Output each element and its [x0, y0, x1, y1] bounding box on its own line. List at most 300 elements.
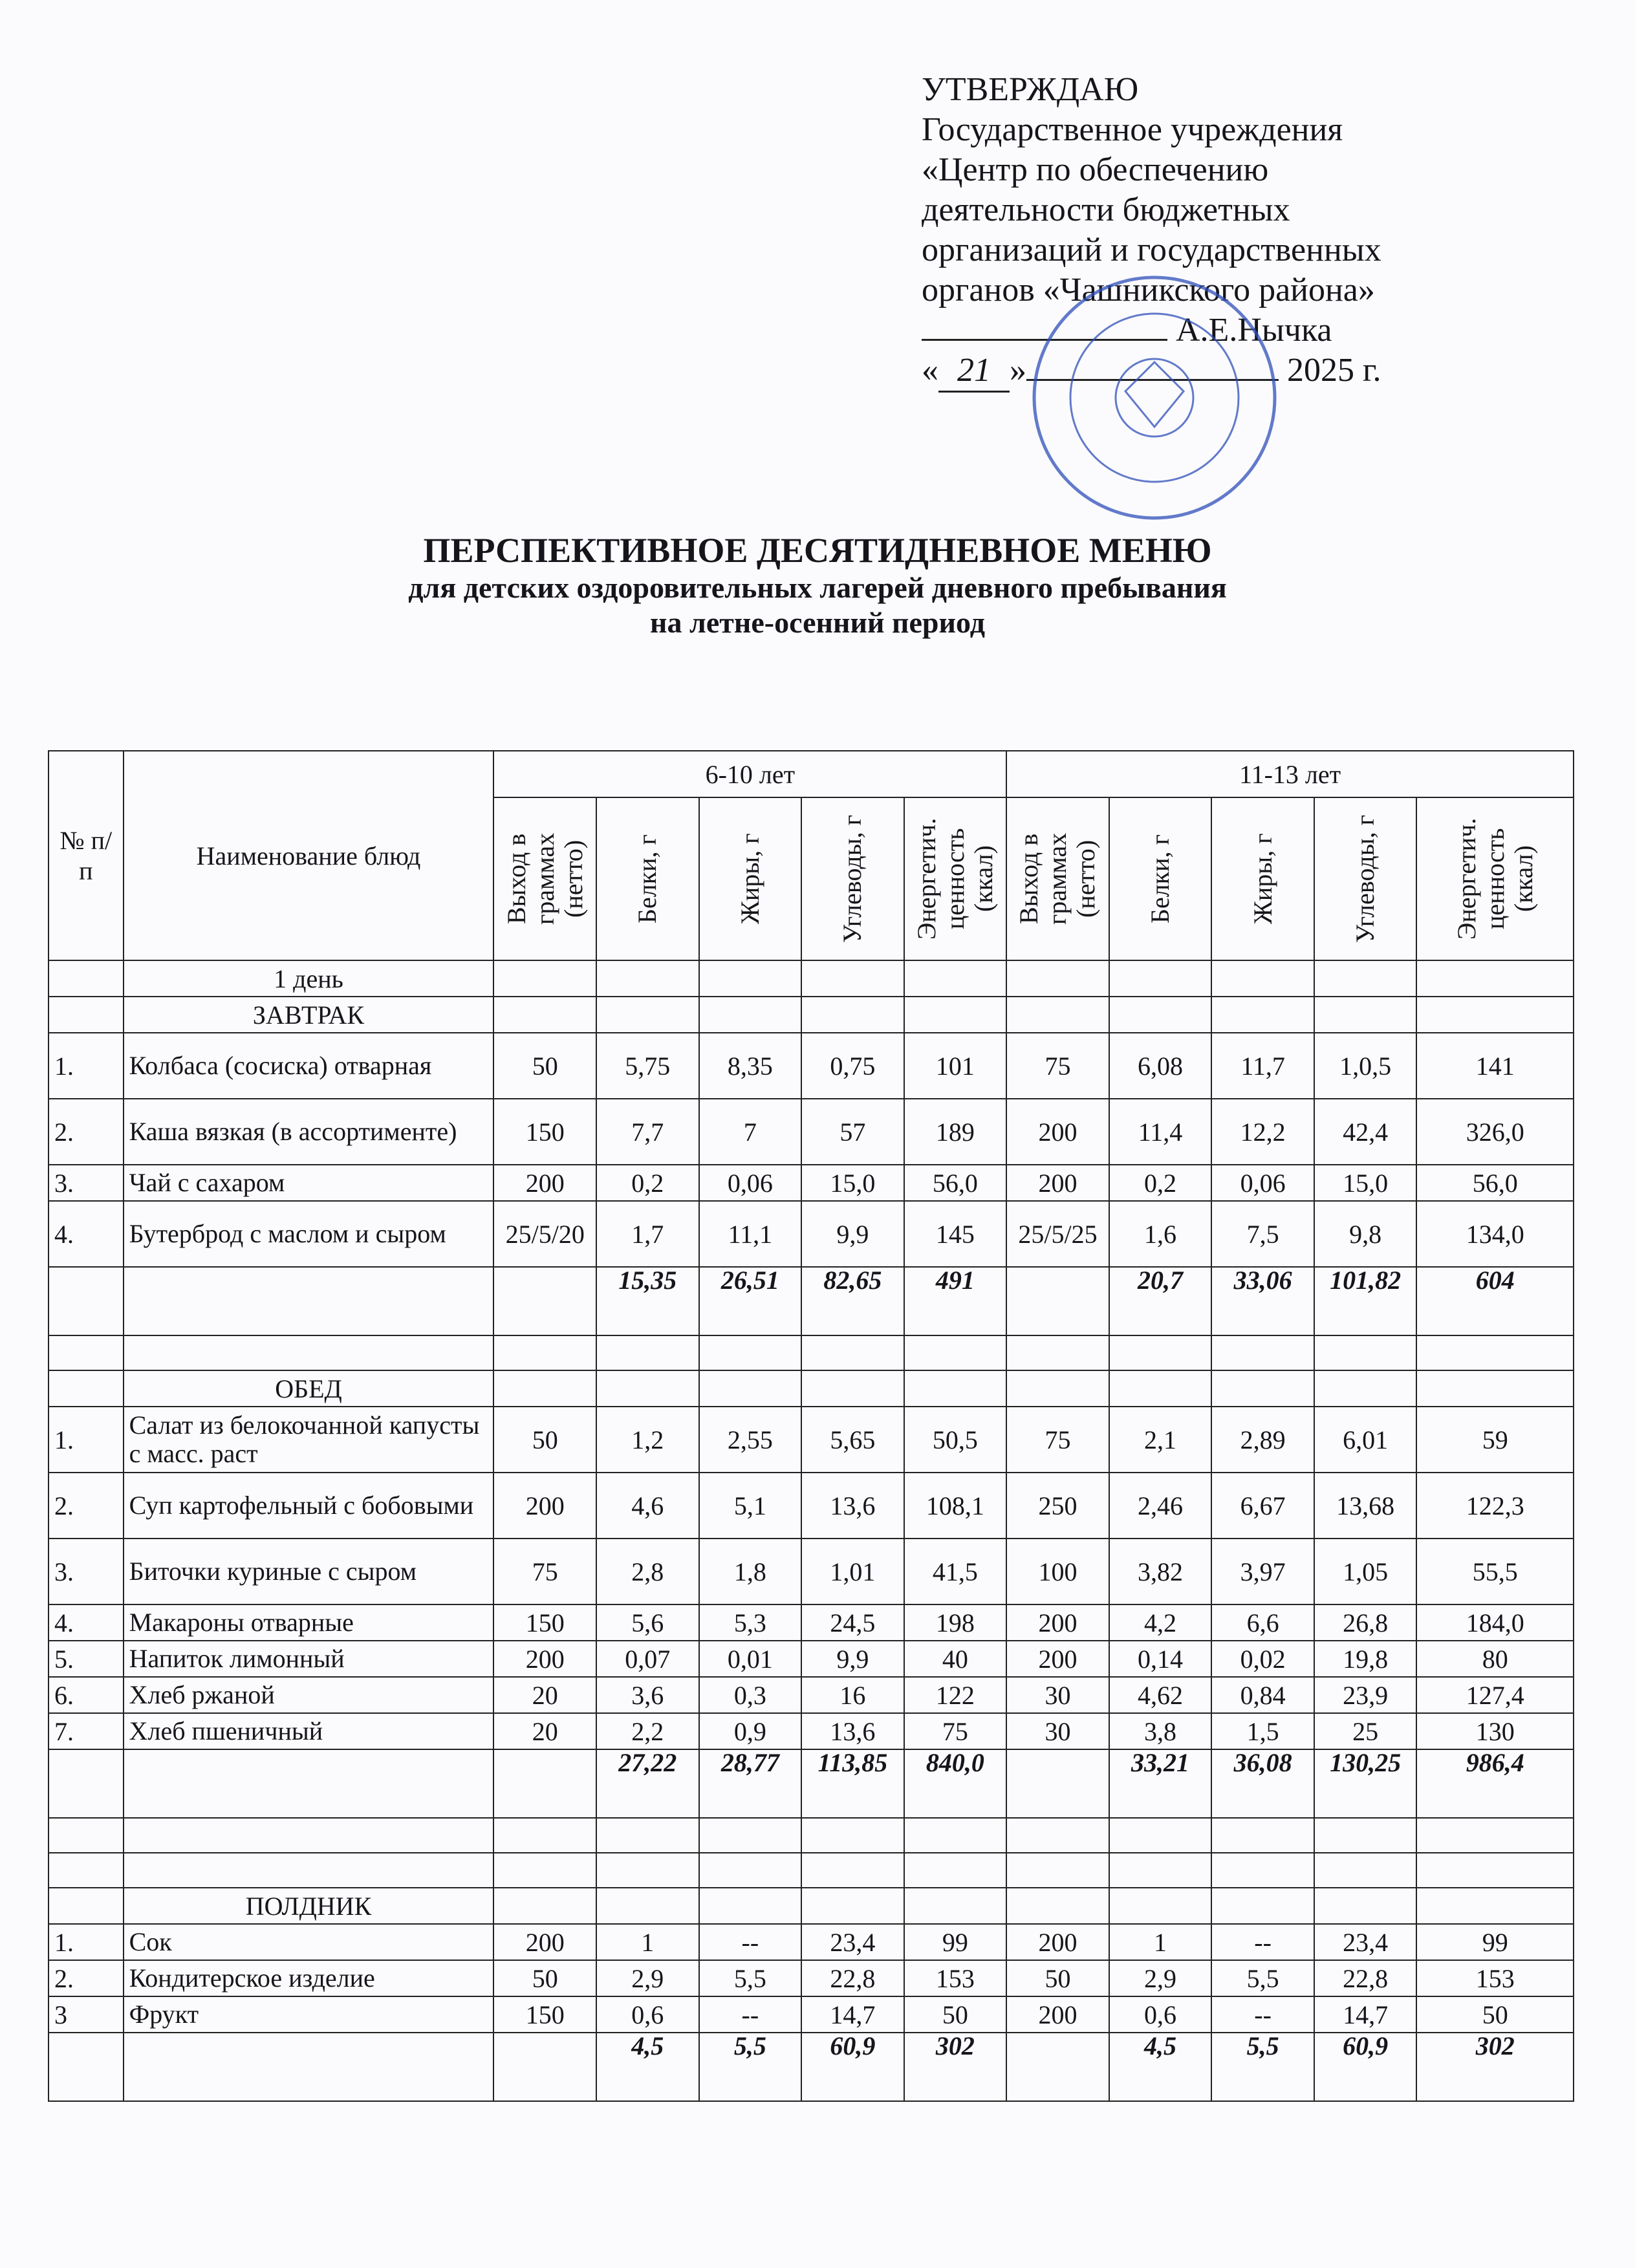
- dish-value: 15,0: [1314, 1165, 1417, 1201]
- dish-row: [49, 1033, 1574, 1099]
- dish-number: 1.: [49, 1407, 124, 1473]
- empty-cell: [1211, 1335, 1314, 1370]
- dish-value: 5,5: [1211, 1960, 1314, 1996]
- meal-title: ПОЛДНИК: [124, 1888, 494, 1924]
- empty-cell: [1211, 1888, 1314, 1924]
- total-value: 4,5: [1109, 2033, 1212, 2101]
- dish-value: 14,7: [1314, 1996, 1417, 2033]
- dish-value: 150: [493, 1604, 596, 1641]
- empty-cell: [1109, 1853, 1212, 1888]
- empty-cell: [1314, 960, 1417, 997]
- header-carb: Углеводы, г: [1314, 797, 1417, 960]
- empty-cell: [1211, 960, 1314, 997]
- empty-cell: [1416, 1818, 1574, 1853]
- dish-number: 6.: [49, 1677, 124, 1713]
- dish-name: Биточки куриные с сыром: [124, 1539, 494, 1604]
- dish-value: 2,46: [1109, 1473, 1212, 1539]
- dish-value: 40: [904, 1641, 1007, 1677]
- header-carb: Углеводы, г: [801, 797, 904, 960]
- dish-value: 5,3: [699, 1604, 802, 1641]
- dish-value: 1,05: [1314, 1539, 1417, 1604]
- empty-cell: [124, 1818, 494, 1853]
- title-sub-2: на летне-осенний период: [650, 606, 985, 639]
- dish-number: 5.: [49, 1641, 124, 1677]
- empty-cell: [596, 1818, 699, 1853]
- meal-title: ЗАВТРАК: [124, 997, 494, 1033]
- dish-value: 13,68: [1314, 1473, 1417, 1539]
- dish-name: Сок: [124, 1924, 494, 1960]
- dish-value: 153: [1416, 1960, 1574, 1996]
- dish-value: 0,84: [1211, 1677, 1314, 1713]
- dish-value: 16: [801, 1677, 904, 1713]
- date-year: 2025 г.: [1287, 352, 1381, 389]
- dish-value: 2,9: [1109, 1960, 1212, 1996]
- total-value: 491: [904, 1267, 1007, 1335]
- total-value: 130,25: [1314, 1749, 1417, 1818]
- dish-number: 4.: [49, 1604, 124, 1641]
- empty-cell: [904, 1818, 1007, 1853]
- dish-number: 4.: [49, 1201, 124, 1267]
- empty-cell: [904, 1335, 1007, 1370]
- empty-cell: [124, 1267, 494, 1335]
- header-energy: Энергетич. ценность (ккал): [1416, 797, 1574, 960]
- dish-value: 1: [1109, 1924, 1212, 1960]
- dish-value: 5,6: [596, 1604, 699, 1641]
- dish-value: 2,55: [699, 1407, 802, 1473]
- official-stamp: [1028, 272, 1281, 524]
- header-energy: Энергетич. ценность (ккал): [904, 797, 1007, 960]
- dish-number: 3: [49, 1996, 124, 2033]
- empty-cell: [1006, 1818, 1109, 1853]
- total-value: 113,85: [801, 1749, 904, 1818]
- empty-cell: [1109, 997, 1212, 1033]
- dish-value: 11,4: [1109, 1099, 1212, 1165]
- header-yield: Выход в граммах (нетто): [1006, 797, 1109, 960]
- dish-value: 0,2: [596, 1165, 699, 1201]
- dish-value: 9,9: [801, 1201, 904, 1267]
- dish-value: 1: [596, 1924, 699, 1960]
- meal-title-row: [49, 997, 1574, 1033]
- empty-cell: [1211, 1853, 1314, 1888]
- header-fat: Жиры, г: [1211, 797, 1314, 960]
- title-sub-1: для детских оздоровительных лагерей дневного пребывания: [408, 571, 1227, 604]
- total-row: [49, 1749, 1574, 1818]
- dish-value: 20: [493, 1713, 596, 1749]
- empty-row: [49, 1818, 1574, 1853]
- dish-value: 50: [493, 1407, 596, 1473]
- dish-value: 189: [904, 1099, 1007, 1165]
- dish-value: 50: [904, 1996, 1007, 2033]
- empty-cell: [1109, 1818, 1212, 1853]
- dish-value: 11,7: [1211, 1033, 1314, 1099]
- total-value: 4,5: [596, 2033, 699, 2101]
- header-group-11-13: 11-13 лет: [1006, 751, 1574, 797]
- empty-cell: [1314, 1853, 1417, 1888]
- total-value: [493, 2033, 596, 2101]
- empty-cell: [699, 1888, 802, 1924]
- dish-row: [49, 1099, 1574, 1165]
- empty-cell: [49, 1335, 124, 1370]
- dish-value: 5,65: [801, 1407, 904, 1473]
- total-value: 26,51: [699, 1267, 802, 1335]
- dish-row: [49, 1407, 1574, 1473]
- empty-cell: [699, 997, 802, 1033]
- empty-cell: [1006, 1370, 1109, 1407]
- dish-value: 200: [1006, 1996, 1109, 2033]
- empty-cell: [1211, 1370, 1314, 1407]
- total-row: [49, 2033, 1574, 2101]
- total-value: 28,77: [699, 1749, 802, 1818]
- dish-value: 141: [1416, 1033, 1574, 1099]
- dish-value: 200: [1006, 1924, 1109, 1960]
- empty-cell: [1416, 997, 1574, 1033]
- empty-cell: [1211, 1818, 1314, 1853]
- dish-value: 200: [1006, 1165, 1109, 1201]
- dish-value: 1,0,5: [1314, 1033, 1417, 1099]
- dish-name: Напиток лимонный: [124, 1641, 494, 1677]
- dish-value: 75: [904, 1713, 1007, 1749]
- dish-value: 13,6: [801, 1713, 904, 1749]
- dish-value: 75: [1006, 1407, 1109, 1473]
- dish-value: 2,8: [596, 1539, 699, 1604]
- dish-value: 75: [1006, 1033, 1109, 1099]
- empty-cell: [1211, 997, 1314, 1033]
- empty-cell: [49, 1818, 124, 1853]
- dish-value: 4,6: [596, 1473, 699, 1539]
- date-day: 21: [938, 351, 1010, 393]
- empty-row: [49, 1335, 1574, 1370]
- empty-cell: [904, 1853, 1007, 1888]
- empty-cell: [49, 997, 124, 1033]
- total-value: [1006, 1749, 1109, 1818]
- dish-value: 23,4: [801, 1924, 904, 1960]
- empty-cell: [801, 1818, 904, 1853]
- dish-name: Колбаса (сосиска) отварная: [124, 1033, 494, 1099]
- dish-value: 50: [493, 1033, 596, 1099]
- empty-cell: [493, 1853, 596, 1888]
- empty-cell: [493, 997, 596, 1033]
- dish-value: 50: [493, 1960, 596, 1996]
- dish-value: 25/5/25: [1006, 1201, 1109, 1267]
- dish-value: 3,82: [1109, 1539, 1212, 1604]
- header-protein: Белки, г: [596, 797, 699, 960]
- dish-value: 200: [493, 1641, 596, 1677]
- empty-cell: [1006, 1335, 1109, 1370]
- dish-row: [49, 1996, 1574, 2033]
- total-row: [49, 1267, 1574, 1335]
- empty-cell: [1416, 1853, 1574, 1888]
- dish-value: 50: [1006, 1960, 1109, 1996]
- dish-name: Хлеб ржаной: [124, 1677, 494, 1713]
- total-value: 33,06: [1211, 1267, 1314, 1335]
- total-value: [1006, 1267, 1109, 1335]
- empty-cell: [699, 1853, 802, 1888]
- approval-line: деятельности бюджетных: [922, 191, 1290, 228]
- dish-value: 5,5: [699, 1960, 802, 1996]
- dish-value: 0,6: [596, 1996, 699, 2033]
- total-value: 82,65: [801, 1267, 904, 1335]
- dish-row: [49, 1960, 1574, 1996]
- dish-name: Фрукт: [124, 1996, 494, 2033]
- dish-value: 15,0: [801, 1165, 904, 1201]
- dish-row: [49, 1604, 1574, 1641]
- dish-value: 22,8: [1314, 1960, 1417, 1996]
- dish-value: 1,6: [1109, 1201, 1212, 1267]
- menu-body: [49, 960, 1574, 2101]
- empty-cell: [49, 2033, 124, 2101]
- approval-line: органов «Чашникского района»: [922, 272, 1375, 308]
- dish-value: 1,5: [1211, 1713, 1314, 1749]
- dish-value: 200: [1006, 1641, 1109, 1677]
- dish-value: 0,01: [699, 1641, 802, 1677]
- empty-cell: [49, 1749, 124, 1818]
- empty-cell: [596, 1853, 699, 1888]
- dish-value: 0,06: [1211, 1165, 1314, 1201]
- dish-value: 26,8: [1314, 1604, 1417, 1641]
- dish-value: 0,75: [801, 1033, 904, 1099]
- dish-value: 6,08: [1109, 1033, 1212, 1099]
- empty-cell: [1006, 1853, 1109, 1888]
- dish-value: 100: [1006, 1539, 1109, 1604]
- empty-cell: [124, 2033, 494, 2101]
- dish-value: 6,6: [1211, 1604, 1314, 1641]
- dish-value: 326,0: [1416, 1099, 1574, 1165]
- approval-line: «Центр по обеспечению: [922, 151, 1269, 188]
- empty-cell: [596, 1370, 699, 1407]
- empty-cell: [493, 1335, 596, 1370]
- empty-cell: [1109, 1335, 1212, 1370]
- signature-name: А.Е.Нычка: [1176, 312, 1332, 349]
- dish-value: 101: [904, 1033, 1007, 1099]
- dish-name: Хлеб пшеничный: [124, 1713, 494, 1749]
- dish-value: 122: [904, 1677, 1007, 1713]
- empty-cell: [699, 1335, 802, 1370]
- dish-name: Салат из белокочанной капусты с масс. раст: [124, 1407, 494, 1473]
- dish-value: 30: [1006, 1713, 1109, 1749]
- dish-value: 50,5: [904, 1407, 1007, 1473]
- date-quote-open: «: [922, 352, 938, 389]
- dish-value: 13,6: [801, 1473, 904, 1539]
- empty-cell: [1109, 1888, 1212, 1924]
- dish-value: 30: [1006, 1677, 1109, 1713]
- total-value: 5,5: [699, 2033, 802, 2101]
- dish-value: 19,8: [1314, 1641, 1417, 1677]
- empty-cell: [124, 1853, 494, 1888]
- dish-value: 57: [801, 1099, 904, 1165]
- title-main: ПЕРСПЕКТИВНОЕ ДЕСЯТИДНЕВНОЕ МЕНЮ: [423, 531, 1212, 570]
- empty-cell: [493, 1370, 596, 1407]
- empty-cell: [904, 960, 1007, 997]
- dish-value: 99: [1416, 1924, 1574, 1960]
- dish-row: [49, 1713, 1574, 1749]
- empty-cell: [801, 1853, 904, 1888]
- empty-cell: [124, 1749, 494, 1818]
- empty-cell: [1109, 1370, 1212, 1407]
- dish-value: 200: [493, 1165, 596, 1201]
- dish-value: 7,5: [1211, 1201, 1314, 1267]
- empty-row: [49, 1853, 1574, 1888]
- empty-cell: [596, 997, 699, 1033]
- dish-value: 56,0: [904, 1165, 1007, 1201]
- dish-value: 56,0: [1416, 1165, 1574, 1201]
- dish-row: [49, 1473, 1574, 1539]
- total-value: [493, 1267, 596, 1335]
- dish-value: 99: [904, 1924, 1007, 1960]
- empty-cell: [124, 1335, 494, 1370]
- dish-number: 1.: [49, 1033, 124, 1099]
- empty-cell: [801, 1370, 904, 1407]
- empty-cell: [801, 960, 904, 997]
- dish-value: 4,62: [1109, 1677, 1212, 1713]
- dish-value: 2,2: [596, 1713, 699, 1749]
- dish-value: --: [699, 1996, 802, 2033]
- dish-name: Бутерброд с маслом и сыром: [124, 1201, 494, 1267]
- dish-value: 0,6: [1109, 1996, 1212, 2033]
- dish-row: [49, 1677, 1574, 1713]
- dish-value: 200: [493, 1473, 596, 1539]
- dish-value: --: [699, 1924, 802, 1960]
- dish-value: 3,8: [1109, 1713, 1212, 1749]
- meal-title: ОБЕД: [124, 1370, 494, 1407]
- empty-cell: [1314, 1370, 1417, 1407]
- empty-cell: [596, 1888, 699, 1924]
- empty-cell: [904, 1888, 1007, 1924]
- dish-value: 0,3: [699, 1677, 802, 1713]
- dish-value: 127,4: [1416, 1677, 1574, 1713]
- approval-line: Государственное учреждения: [922, 111, 1343, 148]
- header-yield: Выход в граммах (нетто): [493, 797, 596, 960]
- header-group-6-10: 6-10 лет: [493, 751, 1006, 797]
- dish-value: 200: [1006, 1099, 1109, 1165]
- dish-row: [49, 1165, 1574, 1201]
- dish-value: 3,97: [1211, 1539, 1314, 1604]
- day-title-row: [49, 960, 1574, 997]
- dish-value: 23,9: [1314, 1677, 1417, 1713]
- dish-value: 1,7: [596, 1201, 699, 1267]
- dish-value: 6,67: [1211, 1473, 1314, 1539]
- meal-title-row: [49, 1370, 1574, 1407]
- empty-cell: [1006, 997, 1109, 1033]
- meal-title-row: [49, 1888, 1574, 1924]
- dish-value: 0,07: [596, 1641, 699, 1677]
- approval-heading: УТВЕРЖДАЮ: [922, 71, 1139, 108]
- empty-cell: [596, 1335, 699, 1370]
- empty-cell: [801, 1335, 904, 1370]
- dish-value: 2,89: [1211, 1407, 1314, 1473]
- dish-value: 5,75: [596, 1033, 699, 1099]
- total-value: 101,82: [1314, 1267, 1417, 1335]
- empty-cell: [801, 997, 904, 1033]
- dish-value: 200: [493, 1924, 596, 1960]
- dish-value: 50: [1416, 1996, 1574, 2033]
- total-value: 60,9: [801, 2033, 904, 2101]
- dish-value: 2,9: [596, 1960, 699, 1996]
- dish-name: Кондитерское изделие: [124, 1960, 494, 1996]
- empty-cell: [1314, 1888, 1417, 1924]
- empty-cell: [1006, 960, 1109, 997]
- dish-value: 150: [493, 1099, 596, 1165]
- empty-cell: [801, 1888, 904, 1924]
- dish-number: 2.: [49, 1099, 124, 1165]
- dish-value: 184,0: [1416, 1604, 1574, 1641]
- dish-number: 1.: [49, 1924, 124, 1960]
- dish-value: 9,9: [801, 1641, 904, 1677]
- empty-cell: [49, 1370, 124, 1407]
- dish-value: 134,0: [1416, 1201, 1574, 1267]
- dish-value: 130: [1416, 1713, 1574, 1749]
- dish-value: 80: [1416, 1641, 1574, 1677]
- header-fat: Жиры, г: [699, 797, 802, 960]
- dish-value: 11,1: [699, 1201, 802, 1267]
- empty-cell: [1314, 1335, 1417, 1370]
- empty-cell: [1006, 1888, 1109, 1924]
- total-value: 33,21: [1109, 1749, 1212, 1818]
- dish-value: 20: [493, 1677, 596, 1713]
- dish-value: 1,2: [596, 1407, 699, 1473]
- empty-cell: [1416, 1370, 1574, 1407]
- empty-cell: [1109, 960, 1212, 997]
- dish-value: 2,1: [1109, 1407, 1212, 1473]
- header-name: Наименование блюд: [124, 751, 494, 960]
- dish-value: 145: [904, 1201, 1007, 1267]
- date-quote-close: »: [1010, 352, 1026, 389]
- dish-value: 75: [493, 1539, 596, 1604]
- dish-value: 1,01: [801, 1539, 904, 1604]
- dish-value: 25: [1314, 1713, 1417, 1749]
- dish-row: [49, 1924, 1574, 1960]
- dish-value: 0,9: [699, 1713, 802, 1749]
- dish-value: 14,7: [801, 1996, 904, 2033]
- dish-number: 2.: [49, 1473, 124, 1539]
- dish-value: 7: [699, 1099, 802, 1165]
- dish-name: Макароны отварные: [124, 1604, 494, 1641]
- document-title: [0, 530, 1635, 640]
- dish-value: 3,6: [596, 1677, 699, 1713]
- dish-value: 200: [1006, 1604, 1109, 1641]
- total-value: 604: [1416, 1267, 1574, 1335]
- empty-cell: [49, 1853, 124, 1888]
- empty-cell: [1416, 960, 1574, 997]
- dish-value: --: [1211, 1996, 1314, 2033]
- dish-number: 7.: [49, 1713, 124, 1749]
- total-value: 60,9: [1314, 2033, 1417, 2101]
- total-value: 986,4: [1416, 1749, 1574, 1818]
- day-title: 1 день: [124, 960, 494, 997]
- dish-value: 42,4: [1314, 1099, 1417, 1165]
- dish-value: 8,35: [699, 1033, 802, 1099]
- empty-cell: [596, 960, 699, 997]
- empty-cell: [699, 1370, 802, 1407]
- dish-value: 41,5: [904, 1539, 1007, 1604]
- total-value: 20,7: [1109, 1267, 1212, 1335]
- total-value: [1006, 2033, 1109, 2101]
- header-protein: Белки, г: [1109, 797, 1212, 960]
- dish-value: --: [1211, 1924, 1314, 1960]
- dish-row: [49, 1201, 1574, 1267]
- dish-value: 22,8: [801, 1960, 904, 1996]
- total-value: 302: [904, 2033, 1007, 2101]
- total-value: [493, 1749, 596, 1818]
- dish-value: 5,1: [699, 1473, 802, 1539]
- dish-value: 122,3: [1416, 1473, 1574, 1539]
- empty-cell: [493, 1818, 596, 1853]
- dish-number: 3.: [49, 1539, 124, 1604]
- dish-value: 153: [904, 1960, 1007, 1996]
- dish-value: 25/5/20: [493, 1201, 596, 1267]
- dish-name: Суп картофельный с бобовыми: [124, 1473, 494, 1539]
- total-value: 840,0: [904, 1749, 1007, 1818]
- dish-value: 24,5: [801, 1604, 904, 1641]
